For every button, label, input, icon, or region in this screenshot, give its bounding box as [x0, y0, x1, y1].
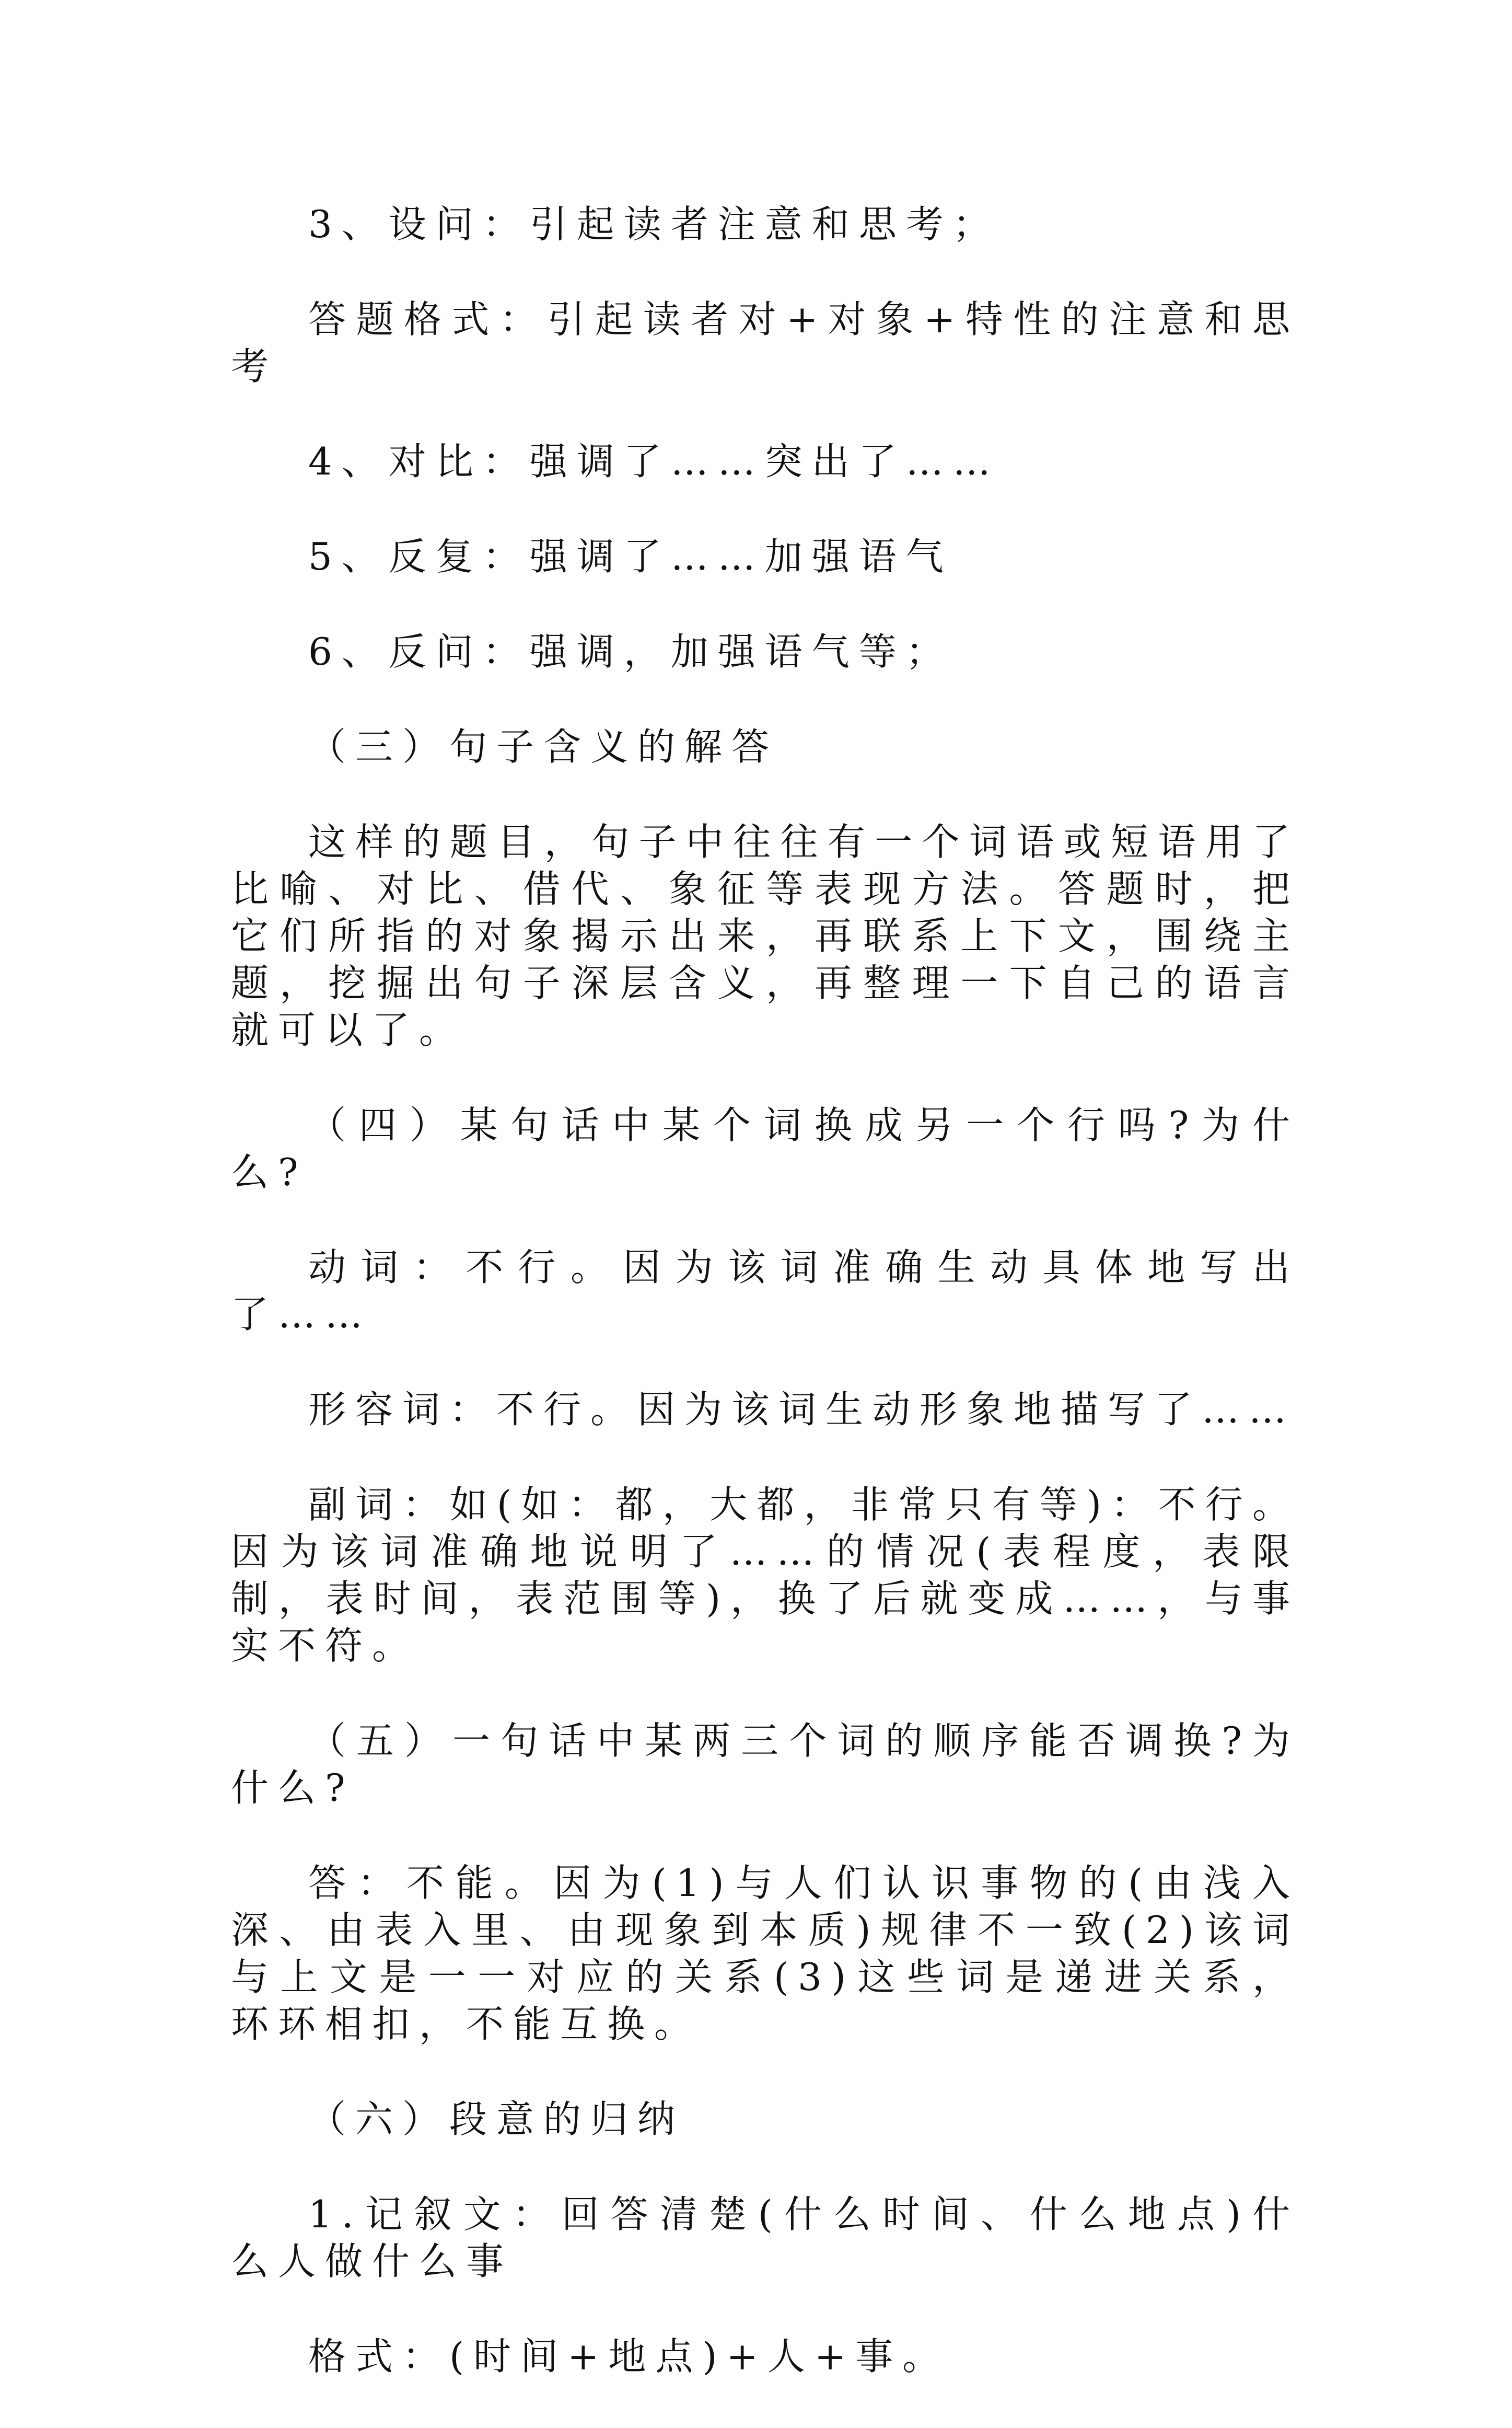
paragraph-rhetorical-interrogation: 6、反问：强调，加强语气等；: [308, 630, 953, 674]
section-heading-word-order: （五）一句话中某两三个词的顺序能否调换?为什么?: [231, 1719, 1299, 1810]
paragraph-format: 格式：(时间+地点)+人+事。: [308, 2334, 950, 2378]
paragraph-adverb: 副词：如(如：都，大都，非常只有等)：不行。因为该词准确地说明了……的情况(表程度，表限制，表时间，表范围等)，换了后就变成……，与事实不符。: [231, 1483, 1299, 1668]
paragraph-adjective: 形容词：不行。因为该词生动形象地描写了……: [308, 1388, 1296, 1431]
paragraph-answer-format: 答题格式：引起读者对+对象+特性的注意和思考: [231, 297, 1299, 388]
paragraph-contrast: 4、对比：强调了……突出了……: [308, 440, 1000, 483]
section-heading-paragraph-summary: （六）段意的归纳: [308, 2097, 685, 2141]
paragraph-repetition: 5、反复：强调了……加强语气: [308, 535, 953, 579]
paragraph-rhetorical-question: 3、设问：引起读者注意和思考；: [308, 202, 1000, 246]
paragraph-sentence-meaning: 这样的题目，句子中往往有一个词语或短语用了比喻、对比、借代、象征等表现方法。答题时，把它们所指的对象揭示出来，再联系上下文，围绕主题，挖掘出句子深层含义，再整理一下自己的语言就可以了。: [231, 820, 1299, 1052]
paragraph-word-order-answer: 答：不能。因为(1)与人们认识事物的(由浅入深、由表入里、由现象到本质)规律不一致(2)该词与上文是一一对应的关系(3)这些词是递进关系，环环相扣，不能互换。: [231, 1861, 1299, 2046]
paragraph-narrative: 1.记叙文：回答清楚(什么时间、什么地点)什么人做什么事: [231, 2192, 1299, 2283]
section-heading-sentence-meaning: （三）句子含义的解答: [308, 725, 779, 769]
section-heading-word-replacement: （四）某句话中某个词换成另一个行吗?为什么?: [231, 1103, 1299, 1194]
document-body: [231, 201, 1299, 2428]
paragraph-verb: 动词：不行。因为该词准确生动具体地写出了……: [231, 1245, 1299, 1336]
